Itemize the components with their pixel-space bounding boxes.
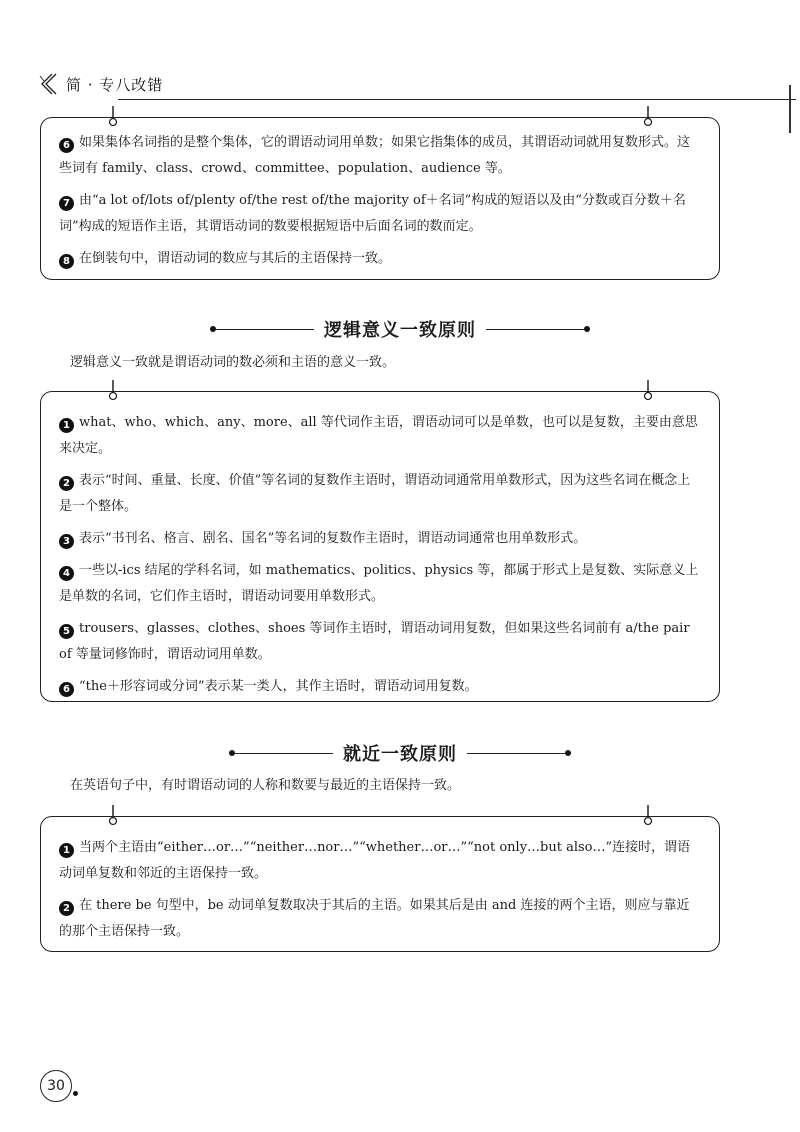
rules-box-3 <box>40 816 720 952</box>
page-header <box>38 70 163 98</box>
binder-ring-icon <box>108 805 118 827</box>
rule-item <box>59 893 701 945</box>
rule-item <box>59 616 701 668</box>
section-heading-logical <box>0 316 800 342</box>
rule-text: 如果集体名词指的是整个集体，它的谓语动词用单数；如果它指集体的成员，其谓语动词就用复数形式。这些词有 family、class、crowd、committee、population、audience 等。 <box>59 135 691 176</box>
rule-item <box>59 468 701 520</box>
rule-text: trousers、glasses、clothes、shoes 等词作主语时，谓语动词用复数，但如果这些名词前有 a/the pair of 等量词修饰时，谓语动词用单数。 <box>59 621 690 662</box>
rule-item <box>59 558 701 610</box>
item-number-badge: 7 <box>59 196 74 211</box>
binder-ring-icon <box>108 380 118 402</box>
book-logo-icon <box>38 72 60 96</box>
binder-ring-icon <box>108 106 118 128</box>
binder-ring-icon <box>643 106 653 128</box>
rule-item <box>59 526 701 552</box>
rule-item <box>59 674 701 700</box>
rule-text: 在倒装句中，谓语动词的数应与其后的主语保持一致。 <box>79 251 392 266</box>
rule-text: 由“a lot of/lots of/plenty of/the rest of/the majority of＋名词”构成的短语以及由“分数或百分数＋名词”构成的短语作主语，其谓语动词的数要根据短语中后面名词的数而定。 <box>59 193 686 234</box>
item-number-badge: 1 <box>59 843 74 858</box>
rule-text: 当两个主语由“either…or…”“neither…nor…”“whether…or…”“not only…but also…”连接时，谓语动词单复数和邻近的主语保持一致。 <box>59 840 691 881</box>
item-number-badge: 2 <box>59 476 74 491</box>
rule-text: 一些以-ics 结尾的学科名词，如 mathematics、politics、physics 等，都属于形式上是复数、实际意义上是单数的名词，它们作主语时，谓语动词要用单数形式。 <box>59 563 699 604</box>
section-title: 就近一致原则 <box>343 744 457 765</box>
binder-ring-icon <box>643 805 653 827</box>
rule-item <box>59 130 701 182</box>
item-number-badge: 3 <box>59 534 74 549</box>
item-number-badge: 5 <box>59 624 74 639</box>
item-number-badge: 2 <box>59 901 74 916</box>
rule-text: “the＋形容词或分词”表示某一类人，其作主语时，谓语动词用复数。 <box>79 679 478 694</box>
rules-box-1 <box>40 117 720 280</box>
rules-box-2 <box>40 391 720 702</box>
rule-text: 表示“时间、重量、长度、价值”等名词的复数作主语时，谓语动词通常用单数形式，因为这些名词在概念上是一个整体。 <box>59 473 691 514</box>
item-number-badge: 6 <box>59 138 74 153</box>
rule-text: 在 there be 句型中，be 动词单复数取决于其后的主语。如果其后是由 and 连接的两个主语，则应与靠近的那个主语保持一致。 <box>59 898 690 939</box>
rule-item <box>59 188 701 240</box>
page-number-dot <box>73 1091 78 1096</box>
section-heading-proximity <box>0 740 800 766</box>
rule-item <box>59 835 701 887</box>
section-intro: 逻辑意义一致就是谓语动词的数必须和主语的意义一致。 <box>70 355 396 370</box>
item-number-badge: 8 <box>59 254 74 269</box>
item-number-badge: 6 <box>59 682 74 697</box>
rule-text: 表示“书刊名、格言、剧名、国名”等名词的复数作主语时，谓语动词通常也用单数形式。 <box>79 531 587 546</box>
header-title: 简 · 专八改错 <box>66 75 164 94</box>
page-number: 30 <box>40 1070 72 1102</box>
rule-text: what、who、which、any、more、all 等代词作主语，谓语动词可以是单数，也可以是复数，主要由意思来决定。 <box>59 415 698 456</box>
header-divider <box>118 99 796 100</box>
section-title: 逻辑意义一致原则 <box>324 320 476 341</box>
item-number-badge: 1 <box>59 418 74 433</box>
edge-mark <box>789 85 791 133</box>
binder-ring-icon <box>643 380 653 402</box>
item-number-badge: 4 <box>59 566 74 581</box>
rule-item <box>59 246 701 272</box>
section-intro: 在英语句子中，有时谓语动词的人称和数要与最近的主语保持一致。 <box>70 778 461 793</box>
rule-item <box>59 410 701 462</box>
